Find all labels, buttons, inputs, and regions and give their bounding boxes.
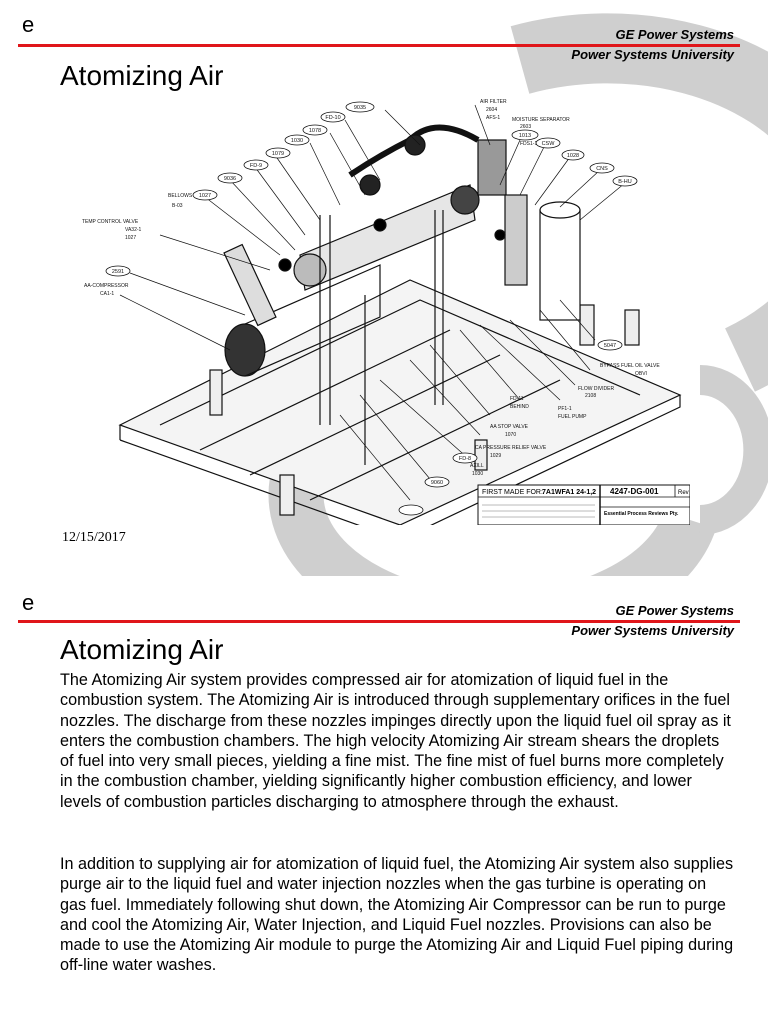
title-block-project: 7A1WFA1 24-1,2 [542, 489, 597, 496]
callout-label: CNS [596, 166, 608, 172]
title-block-rev: Rev [678, 490, 689, 496]
callout-label: 9035 [353, 105, 367, 111]
callout-label: FD-8 [458, 456, 472, 462]
callout-label: 5047 [603, 343, 617, 349]
relief-valve-label: CA PRESSURE RELIEF VALVE [475, 445, 547, 451]
axial-tag: 1030 [472, 471, 484, 477]
air-filter-label: AIR FILTER [480, 99, 507, 105]
fuel-pump-part: PF1-1 [558, 406, 572, 412]
ge-logo: e [22, 590, 35, 615]
flow-divider-part: 2108 [585, 393, 597, 399]
title-block-first-made: FIRST MADE FOR: [482, 489, 543, 496]
relief-valve-tag: 1029 [490, 453, 502, 459]
slide-2 [0, 576, 768, 1024]
drawing-title-block [478, 485, 690, 525]
callout-label: FD-10 [325, 115, 341, 121]
fuel-pump-label: FUEL PUMP [558, 414, 587, 420]
brand-power-systems-university: Power Systems University [571, 47, 734, 62]
brand-ge-power-systems: GE Power Systems [615, 603, 734, 618]
callout-label: 1079 [271, 151, 285, 157]
temp-control-valve-part: VA32-1 [125, 227, 142, 233]
flow-divider-label: FLOW DIVIDER [578, 386, 615, 392]
axial-label: AXILL [470, 463, 484, 469]
title-block-description: Essential Process Reviews Pty. [604, 511, 679, 517]
callout-label: CSW [541, 141, 555, 147]
slide-date: 12/15/2017 [62, 530, 126, 545]
callout-label: 1030 [290, 138, 304, 144]
callout-label: 9060 [430, 480, 444, 486]
callout-label: 9036 [223, 176, 237, 182]
aa-stop-valve-label: AA STOP VALVE [490, 424, 528, 430]
atomizing-air-skid-drawing [80, 95, 690, 525]
air-filter-tag: 2604 [486, 107, 498, 113]
callout-label: 1027 [198, 193, 212, 199]
callout-label: 2591 [111, 269, 125, 275]
bearing-label: BEHIND [510, 404, 529, 410]
temp-control-valve-tag: 1027 [125, 235, 137, 241]
bellows-label: BELLOWS [168, 193, 193, 199]
callout-label: B-HU [618, 179, 632, 185]
aa-compressor-label: AA-COMPRESSOR [84, 283, 129, 289]
callout-label: 1078 [308, 128, 322, 134]
aa-compressor-part: CA1-1 [100, 291, 115, 297]
callout-label: 1028 [566, 153, 580, 159]
body-paragraph-2: In addition to supplying air for atomization of liquid fuel, the Atomizing Air system also supplies purge air to the liquid fuel and water injection nozzles when the gas turbine is operating on gas fuel. Immediately following shut down, the Atomizing Air Compressor can be run to purge and cool the Atomizing Air, Water Injection, and Liquid Fuel nozzles. Provisions can also be made to use the Atomizing Air module to purge the Atomizing Air and Liquid Fuel piping during off-line water washes. [60, 855, 734, 975]
title-block-number: 4247-DG-001 [610, 487, 659, 496]
body-paragraph-1: The Atomizing Air system provides compressed air for atomization of liquid fuel in the combustion system. The Atomizing Air is introduced through supplementary orifices in the fuel nozzles. The discharge from these nozzles impinges directly upon the liquid fuel oil spray as it enters the combustion chambers. The high velocity Atomizing Air stream shears the droplets of fuel into very small pieces, yielding a fine mist. The fine mist of fuel burns more completely in the combustion chamber, yielding significantly higher combustion efficiency, and lower levels of combustion particles discharging to atmosphere through the exhaust. [60, 671, 731, 811]
slide-title: Atomizing Air [60, 60, 224, 91]
brand-ge-power-systems: GE Power Systems [615, 27, 734, 42]
bypass-fuel-oil-valve-label: BYPASS FUEL OIL VALVE [600, 363, 660, 369]
moisture-separator-label: MOISTURE SEPARATOR [512, 117, 570, 123]
bypass-fuel-oil-valve-part: OBVI [635, 371, 647, 377]
slide-title: Atomizing Air [60, 634, 224, 665]
bearing-part: FD-11 [510, 396, 524, 402]
bellows-part: B-03 [172, 203, 183, 209]
callout-label: 1013 [518, 133, 532, 139]
ge-logo: e [22, 12, 35, 37]
moisture-separator-tag: 2603 [520, 124, 532, 130]
temp-control-valve-label: TEMP CONTROL VALVE [82, 219, 139, 225]
moisture-separator-part: FDS1-1 [520, 141, 538, 147]
brand-power-systems-university: Power Systems University [571, 623, 734, 638]
air-filter-part: AFS-1 [486, 115, 501, 121]
callout-label: FD-9 [249, 163, 263, 169]
aa-stop-valve-tag: 1070 [505, 432, 517, 438]
